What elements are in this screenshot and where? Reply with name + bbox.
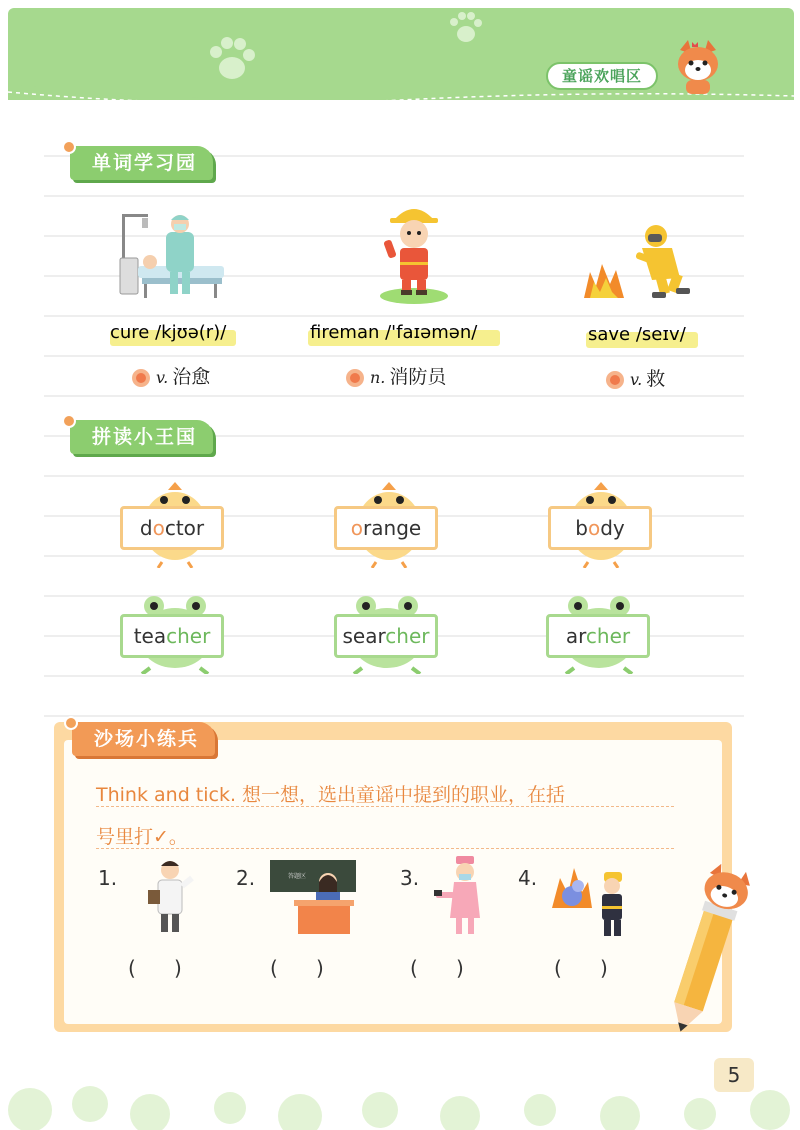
fireman-image <box>376 200 452 306</box>
answer-blank[interactable]: ( ) <box>128 956 182 980</box>
pencil-fox-mascot-icon <box>664 860 752 1040</box>
firefighter-saving-image <box>580 222 700 302</box>
answer-blank[interactable]: ( ) <box>410 956 464 980</box>
phonics-card: searcher <box>334 614 438 658</box>
instruction-line: Think and tick. 想一想，选出童谣中提到的职业，在括 <box>96 784 566 806</box>
vocab-word: cure /kjʊə(r)/ <box>110 322 227 343</box>
meaning-text: 消防员 <box>389 366 447 388</box>
doctor-image <box>144 858 200 938</box>
nurse-treating-patient-image <box>114 206 226 306</box>
flower-icon <box>132 369 150 387</box>
flower-icon <box>606 371 624 389</box>
section-title-text: 单词学习园 <box>92 152 198 174</box>
nurse-image <box>432 854 496 940</box>
section-title-practice <box>72 722 215 756</box>
vocab-meaning <box>132 362 210 389</box>
dashed-rule <box>96 848 674 849</box>
instruction-line: 号里打✓。 <box>96 826 188 848</box>
vocab-word: save /seɪv/ <box>588 324 686 345</box>
section-title-vocab <box>70 146 213 180</box>
phonics-card: body <box>548 506 652 550</box>
meaning-text: 治愈 <box>172 366 211 388</box>
question-number: 4. <box>518 866 538 890</box>
instructions <box>96 774 676 858</box>
answer-blank[interactable]: ( ) <box>270 956 324 980</box>
phonics-card: orange <box>334 506 438 550</box>
question-number: 3. <box>400 866 420 890</box>
paw-print-icon <box>448 10 484 46</box>
tag-dot <box>62 414 76 428</box>
section-title-text: 沙场小练兵 <box>94 728 200 750</box>
board-text: 答题区 <box>288 873 307 880</box>
question-number: 2. <box>236 866 256 890</box>
dashed-rule <box>96 806 674 807</box>
answer-blank[interactable]: ( ) <box>554 956 608 980</box>
part-of-speech: v. <box>630 370 643 389</box>
phonics-card: teacher <box>120 614 224 658</box>
header-title: 童谣欢唱区 <box>546 62 658 90</box>
question-number: 1. <box>98 866 118 890</box>
vocab-meaning <box>606 364 665 391</box>
tag-dot <box>64 716 78 730</box>
firefighter-image <box>548 858 630 940</box>
phonics-card: archer <box>546 614 650 658</box>
page-number: 5 <box>714 1058 754 1092</box>
section-title-text: 拼读小王国 <box>92 426 198 448</box>
tag-dot <box>62 140 76 154</box>
teacher-image <box>268 860 358 936</box>
fox-mascot-icon <box>672 38 724 96</box>
phonics-card: doctor <box>120 506 224 550</box>
part-of-speech: n. <box>370 368 386 387</box>
footer-decoration <box>0 1070 800 1130</box>
section-title-phonics <box>70 420 213 454</box>
part-of-speech: v. <box>156 368 169 387</box>
vocab-meaning <box>346 362 446 389</box>
meaning-text: 救 <box>646 368 666 390</box>
flower-icon <box>346 369 364 387</box>
vocab-word: fireman /'faɪəmən/ <box>310 322 478 343</box>
paw-print-icon <box>206 34 258 84</box>
